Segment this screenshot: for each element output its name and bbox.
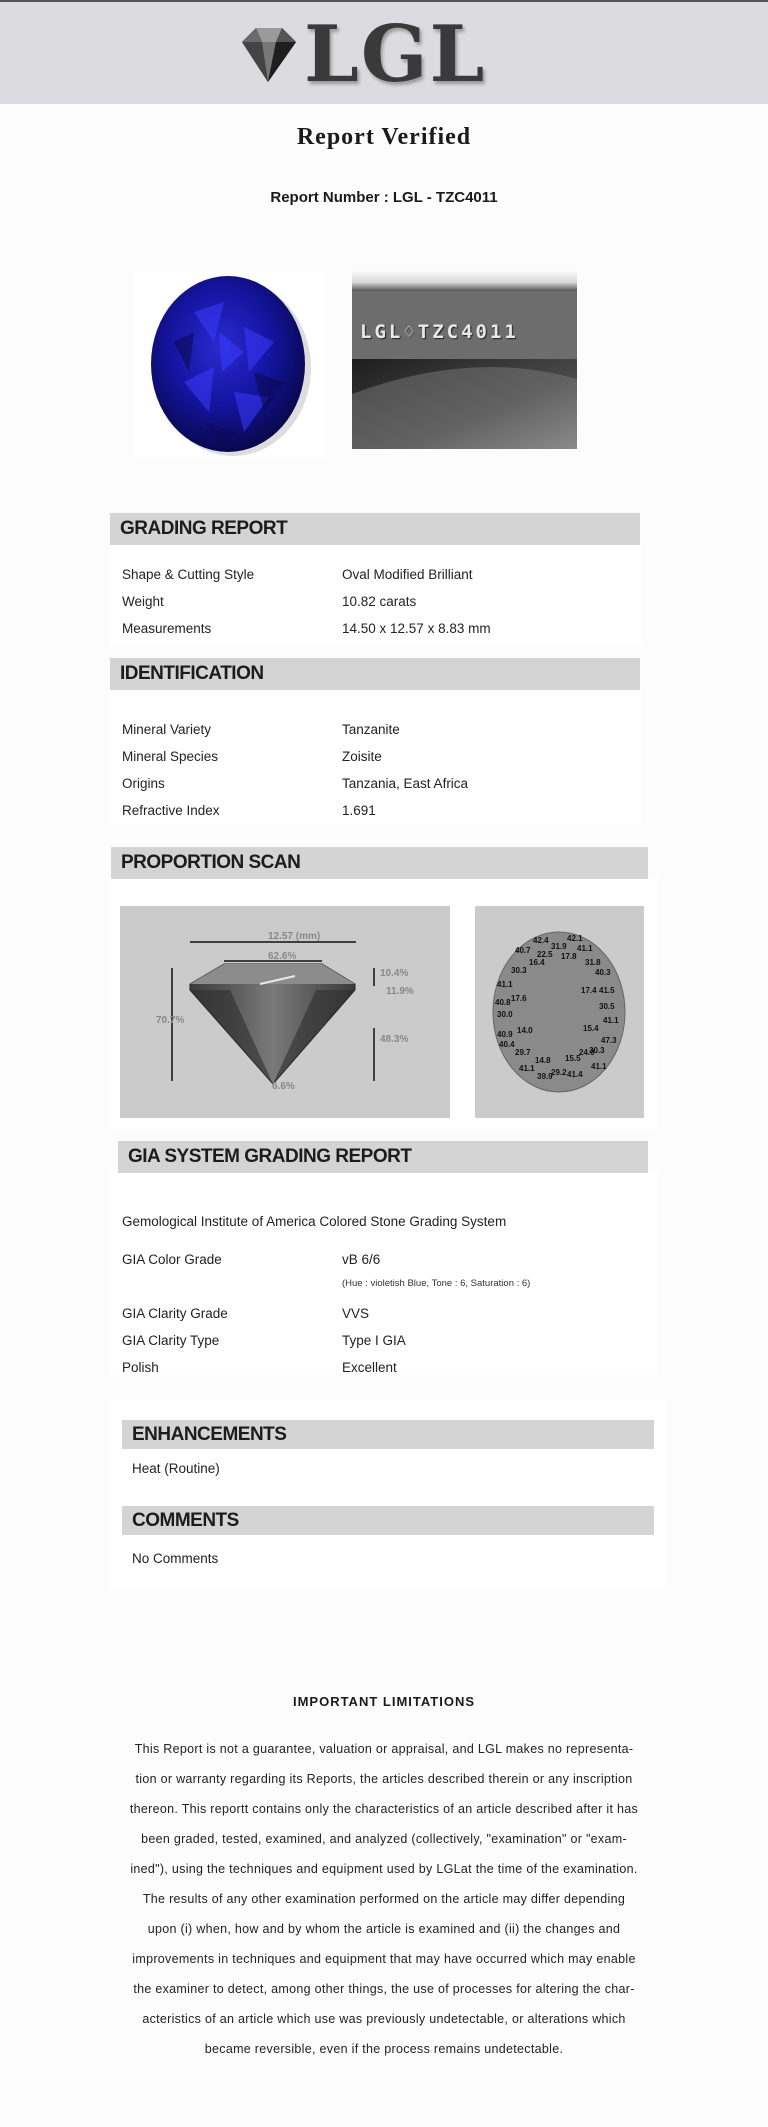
limitations-line: This Report is not a guarantee, valuation or appraisal, and LGL makes no representa- xyxy=(134,1742,634,1756)
top-view-value: 41.5 xyxy=(599,986,615,995)
limitations-line: been graded, tested, examined, and analyzed (collectively, "examination" or "exam- xyxy=(141,1832,627,1846)
comments-heading: COMMENTS xyxy=(132,1510,239,1531)
top-view-value: 30.0 xyxy=(497,1010,513,1019)
top-view-value: 41.1 xyxy=(603,1016,619,1025)
width-label: 12.57 (mm) xyxy=(268,931,321,942)
origins-label: Origins xyxy=(122,776,165,791)
proportion-scan-header xyxy=(111,847,648,879)
top-view-value: 30.3 xyxy=(589,1046,605,1055)
measurements-label: Measurements xyxy=(122,621,212,636)
gia-subtitle: Gemological Institute of America Colored Stone Grading System xyxy=(122,1214,507,1229)
top-view-value: 40.4 xyxy=(499,1040,515,1049)
top-view-value: 40.7 xyxy=(515,946,531,955)
identification-header xyxy=(110,658,640,690)
enhancements-heading: ENHANCEMENTS xyxy=(132,1424,287,1445)
limitations-heading: IMPORTANT LIMITATIONS xyxy=(292,1694,476,1709)
top-view-value: 40.9 xyxy=(497,1030,513,1039)
weight-label: Weight xyxy=(122,594,164,609)
top-view-value: 47.3 xyxy=(601,1036,617,1045)
proportion-scan-heading: PROPORTION SCAN xyxy=(121,852,301,873)
top-view-value: 15.5 xyxy=(565,1054,581,1063)
inscription-photo xyxy=(352,269,577,449)
top-view-value: 40.3 xyxy=(595,968,611,977)
gia-clarity-label: GIA Clarity Grade xyxy=(122,1306,228,1321)
profile-diagram xyxy=(120,906,450,1118)
top-view-value: 17.6 xyxy=(511,994,527,1003)
top-view-value: 17.8 xyxy=(561,952,577,961)
mineral-variety-value: Tanzanite xyxy=(342,722,400,737)
comments-text: No Comments xyxy=(132,1551,219,1566)
top-view-value: 22.5 xyxy=(537,950,553,959)
limitations-line: acteristics of an article which use was previously undetectable, or alterations which xyxy=(142,2012,626,2026)
limitations-line: ined"), using the techniques and equipment used by LGLat the time of the examination. xyxy=(130,1862,638,1876)
top-view-value: 14.8 xyxy=(535,1056,551,1065)
girdle-percent: 11.9% xyxy=(386,986,414,997)
inscription-text: LGL♢TZC4011 xyxy=(360,321,519,343)
gia-clarity-value: VVS xyxy=(342,1306,370,1321)
grading-report-heading: GRADING REPORT xyxy=(120,518,288,539)
enhancements-header xyxy=(122,1420,654,1449)
grading-report-header xyxy=(110,513,640,545)
top-view-value: 29.2 xyxy=(551,1068,567,1077)
gia-color-value: vB 6/6 xyxy=(342,1252,381,1267)
gia-clarity-type-value: Type I GIA xyxy=(342,1333,406,1348)
crown-percent: 10.4% xyxy=(380,968,409,979)
gia-clarity-type-label: GIA Clarity Type xyxy=(122,1333,220,1348)
depth-percent: 70.7% xyxy=(156,1015,185,1026)
top-view-value: 41.1 xyxy=(591,1062,607,1071)
top-view-diagram xyxy=(475,906,644,1118)
top-view-value: 17.4 xyxy=(581,986,597,995)
mineral-species-label: Mineral Species xyxy=(122,749,219,764)
top-view-value: 30.3 xyxy=(511,966,527,975)
shape-value: Oval Modified Brilliant xyxy=(342,567,473,582)
top-view-value: 41.1 xyxy=(577,944,593,953)
top-view-value: 41.1 xyxy=(519,1064,535,1073)
shape-label: Shape & Cutting Style xyxy=(122,567,255,582)
mineral-variety-label: Mineral Variety xyxy=(122,722,212,737)
limitations-line: became reversible, even if the process remains undetectable. xyxy=(204,2042,564,2056)
limitations-line: The results of any other examination performed on the article may differ depending xyxy=(142,1892,626,1906)
gia-heading: GIA SYSTEM GRADING REPORT xyxy=(128,1146,412,1167)
limitations-line: tion or warranty regarding its Reports, the articles described therein or any inscription xyxy=(135,1772,633,1786)
refractive-index-value: 1.691 xyxy=(342,803,376,818)
top-view-value: 31.9 xyxy=(551,942,567,951)
top-view-value: 39.9 xyxy=(537,1072,553,1081)
top-view-value: 24.0 xyxy=(579,1048,595,1057)
polish-label: Polish xyxy=(122,1360,159,1375)
comments-header xyxy=(122,1506,654,1535)
limitations-line: upon (i) when, how and by whom the article is examined and (ii) the changes and xyxy=(147,1922,621,1936)
enhancements-text: Heat (Routine) xyxy=(132,1461,220,1476)
top-view-value: 15.4 xyxy=(583,1024,599,1033)
page-title: Report Verified xyxy=(296,124,472,150)
gia-color-note: (Hue : violetish Blue, Tone : 6, Saturation : 6) xyxy=(342,1278,531,1289)
culet-percent: 6.6% xyxy=(272,1081,295,1092)
refractive-index-label: Refractive Index xyxy=(122,803,220,818)
top-view-value: 41.4 xyxy=(567,1070,583,1079)
gemstone-photo xyxy=(134,272,326,460)
mineral-species-value: Zoisite xyxy=(342,749,382,764)
diamond-icon xyxy=(232,20,304,90)
top-view-value: 31.8 xyxy=(585,958,601,967)
polish-value: Excellent xyxy=(342,1360,397,1375)
logo-text: LGL xyxy=(304,9,487,100)
limitations-line: improvements in techniques and equipment that may have occurred which may enable xyxy=(132,1952,636,1966)
top-view-value: 14.0 xyxy=(517,1026,533,1035)
limitations-body xyxy=(118,1734,650,2064)
top-view-value: 41.1 xyxy=(497,980,513,989)
lgl-logo xyxy=(232,9,492,100)
top-view-value: 29.7 xyxy=(515,1048,531,1057)
top-view-value: 42.1 xyxy=(567,934,583,943)
top-view-value: 42.4 xyxy=(533,936,549,945)
origins-value: Tanzania, East Africa xyxy=(342,776,469,791)
table-percent: 62.6% xyxy=(268,951,297,962)
header-banner xyxy=(0,0,768,104)
limitations-line: the examiner to detect, among other things, the use of processes for altering the char- xyxy=(133,1982,635,1996)
measurements-value: 14.50 x 12.57 x 8.83 mm xyxy=(342,621,491,636)
top-view-value: 16.4 xyxy=(529,958,545,967)
limitations-line: thereon. This reportt contains only the characteristics of an article described after it has xyxy=(129,1802,639,1816)
report-number: Report Number : LGL - TZC4011 xyxy=(270,189,498,206)
weight-value: 10.82 carats xyxy=(342,594,417,609)
gia-color-label: GIA Color Grade xyxy=(122,1252,222,1267)
gia-header xyxy=(118,1141,648,1173)
top-view-value: 40.8 xyxy=(495,998,511,1007)
pavilion-percent: 48.3% xyxy=(380,1034,409,1045)
top-view-value: 30.5 xyxy=(599,1002,615,1011)
identification-heading: IDENTIFICATION xyxy=(120,663,264,684)
